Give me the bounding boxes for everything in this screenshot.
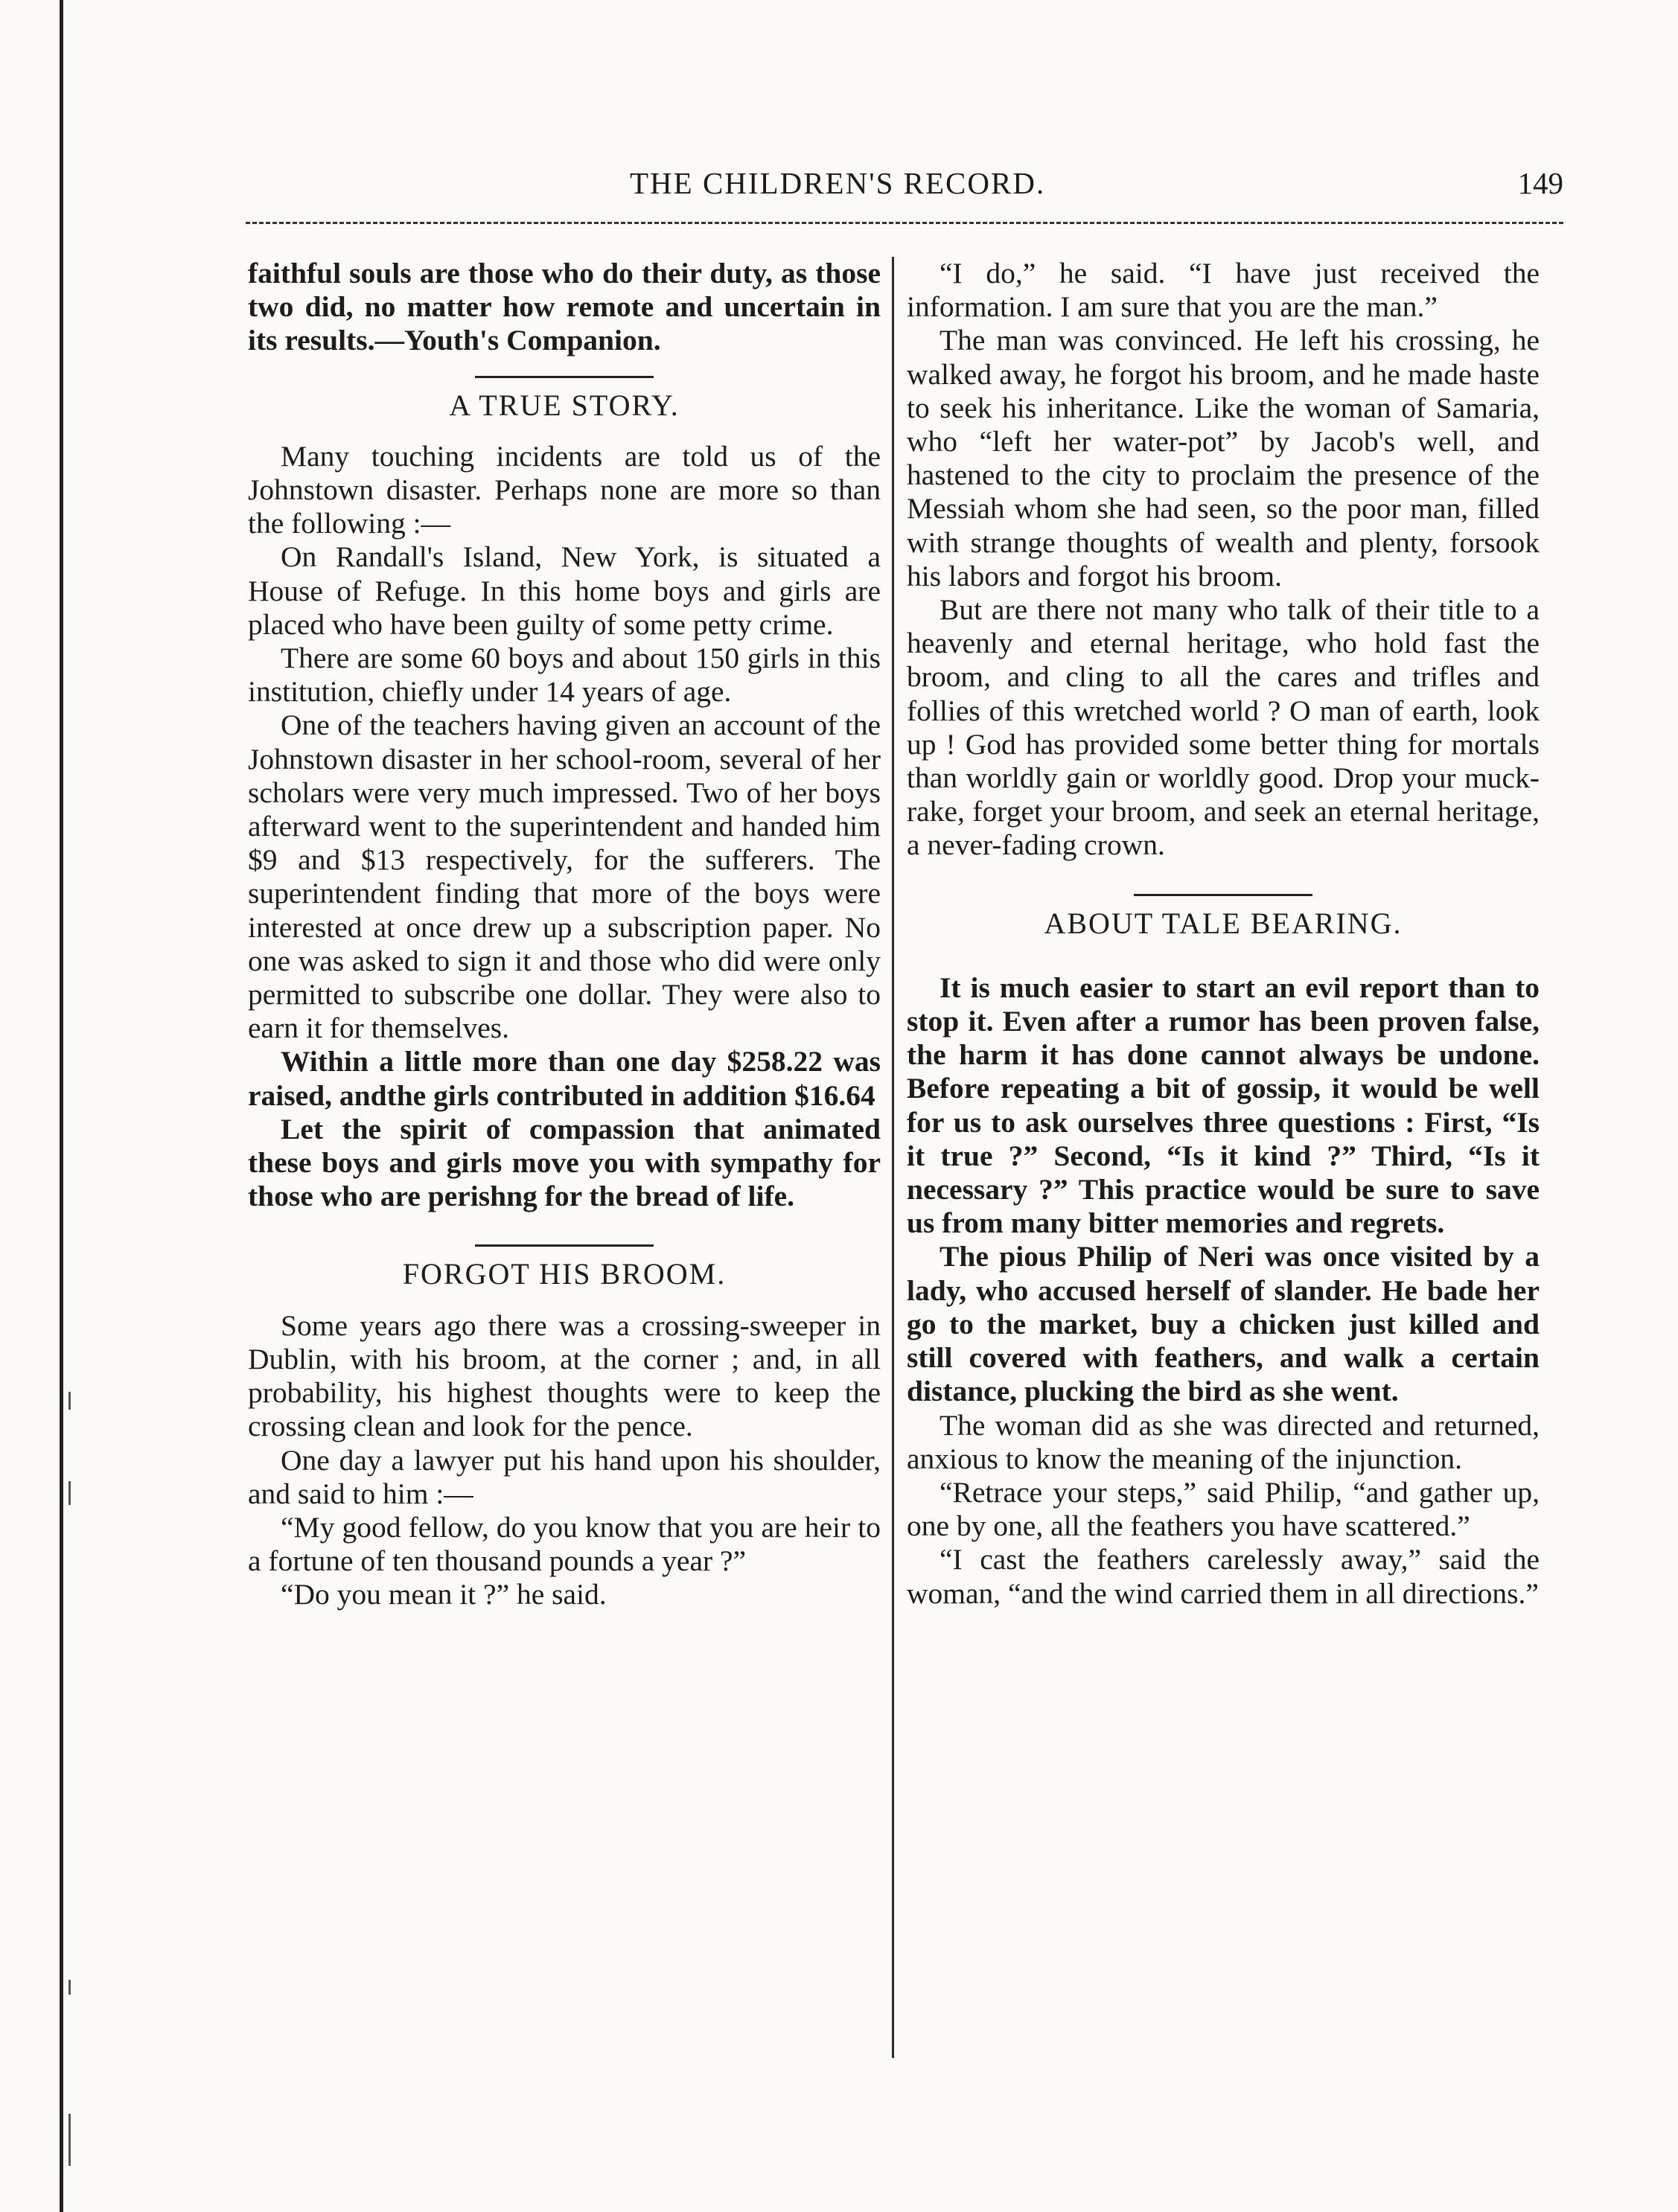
heading-tale-bearing: ABOUT TALE BEARING. <box>1044 906 1403 940</box>
broom-continued-paragraph: “I do,” he said. “I have just received the information. I am sure that you are the man.” <box>907 257 1540 324</box>
tale-bearing-paragraph: It is much easier to start an evil report than to stop it. Even after a rumor has been proven false, the harm it has done cannot always be undone. Before repeating a bit of gossip, it would be well for us to ask ourselves three questions : First, “Is it true ?” Second, “Is it kind ?” Third, “Is it necessary ?” This practice would be sure to save us from many bitter memories and regrets. <box>907 971 1540 1240</box>
edge-tick <box>68 1481 71 1505</box>
column-divider <box>892 257 894 2058</box>
broom-paragraph: One day a lawyer put his hand upon his shoulder, and said to him :— <box>248 1443 881 1510</box>
heading-forgot-broom: FORGOT HIS BROOM. <box>402 1257 727 1291</box>
intro-paragraph: faithful souls are those who do their duty, as those two did, no matter how remote and uncertain in its results.—Youth's Companion. <box>248 257 881 357</box>
broom-paragraph: “My good fellow, do you know that you are heir to a fortune of ten thousand pounds a year ?” <box>248 1510 881 1578</box>
true-story-paragraph: One of the teachers having given an account of the Johnstown disaster in her school-room, several of her scholars were very much impressed. Two of her boys afterward went to the superintendent and handed him $9 and $13 respectively, for the sufferers. The superintendent finding that more of the boys were interested at once drew up a subscription paper. No one was asked to sign it and those who did were only permitted to subscribe one dollar. They were also to earn it for themselves. <box>248 709 881 1045</box>
edge-tick <box>68 1392 71 1410</box>
spacer <box>907 863 1540 876</box>
tale-bearing-paragraph: “Retrace your steps,” said Philip, “and gather up, one by one, all the feathers you have scattered.” <box>907 1475 1540 1543</box>
tale-bearing-paragraph: “I cast the feathers carelessly away,” said the woman, “and the wind carried them in all directions.” <box>907 1543 1540 1610</box>
tale-bearing-paragraph: The pious Philip of Neri was once visited by a lady, who accused herself of slander. He bade her go to the market, buy a chicken just killed and still covered with feathers, and walk a certain distance, plucking the bird as she went. <box>907 1240 1540 1408</box>
true-story-paragraph: Within a little more than one day $258.22 was raised, andthe girls contributed in addition $16.64 <box>248 1045 881 1112</box>
section-rule <box>1134 894 1312 896</box>
header-rule <box>246 222 1563 224</box>
binding-edge-rule <box>60 0 63 2212</box>
broom-continued-paragraph: But are there not many who talk of their title to a heavenly and eternal heritage, who hold fast the broom, and cling to all the cares and trifles and follies of this wretched world ? O man of earth, look up ! God has provided some better thing for mortals than worldly gain or worldly good. Drop your muck-rake, forget your broom, and seek an eternal heritage, a never-fading crown. <box>907 593 1540 862</box>
true-story-paragraph: Let the spirit of compassion that animated these boys and girls move you with sympathy for those who are perishng for the bread of life. <box>248 1112 881 1213</box>
edge-tick <box>68 2114 71 2166</box>
right-column <box>907 257 1540 1611</box>
left-column <box>248 257 881 1612</box>
section-rule <box>475 1244 654 1247</box>
broom-continued-paragraph: The man was convinced. He left his crossing, he walked away, he forgot his broom, and he made haste to seek his inheritance. Like the woman of Samaria, who “left her water-pot” by Jacob's well, and hastened to the city to proclaim the presence of the Messiah whom she had seen, so the poor man, filled with strange thoughts of wealth and plenty, forsook his labors and forgot his broom. <box>907 324 1540 592</box>
broom-paragraph: Some years ago there was a crossing-sweeper in Dublin, with his broom, at the corner ; and, in all probability, his highest thoughts were to keep the crossing clean and look for the pence. <box>248 1308 881 1443</box>
spacer <box>907 958 1540 971</box>
edge-tick <box>68 1980 71 1995</box>
broom-paragraph: “Do you mean it ?” he said. <box>281 1578 607 1611</box>
running-header <box>246 165 1563 210</box>
heading-true-story: A TRUE STORY. <box>449 388 680 422</box>
journal-title: THE CHILDREN'S RECORD. <box>630 166 1046 200</box>
tale-bearing-paragraph: The woman did as she was directed and returned, anxious to know the meaning of the injunction. <box>907 1408 1540 1475</box>
page-number: 149 <box>1517 166 1563 200</box>
true-story-paragraph: Many touching incidents are told us of the Johnstown disaster. Perhaps none are more so than the following :— <box>248 439 881 540</box>
section-rule <box>475 376 654 378</box>
true-story-paragraph: There are some 60 boys and about 150 girls in this institution, chiefly under 14 years of age. <box>248 642 881 709</box>
true-story-paragraph: On Randall's Island, New York, is situated a House of Refuge. In this home boys and girls are placed who have been guilty of some petty crime. <box>248 540 881 641</box>
spacer <box>248 1213 881 1227</box>
